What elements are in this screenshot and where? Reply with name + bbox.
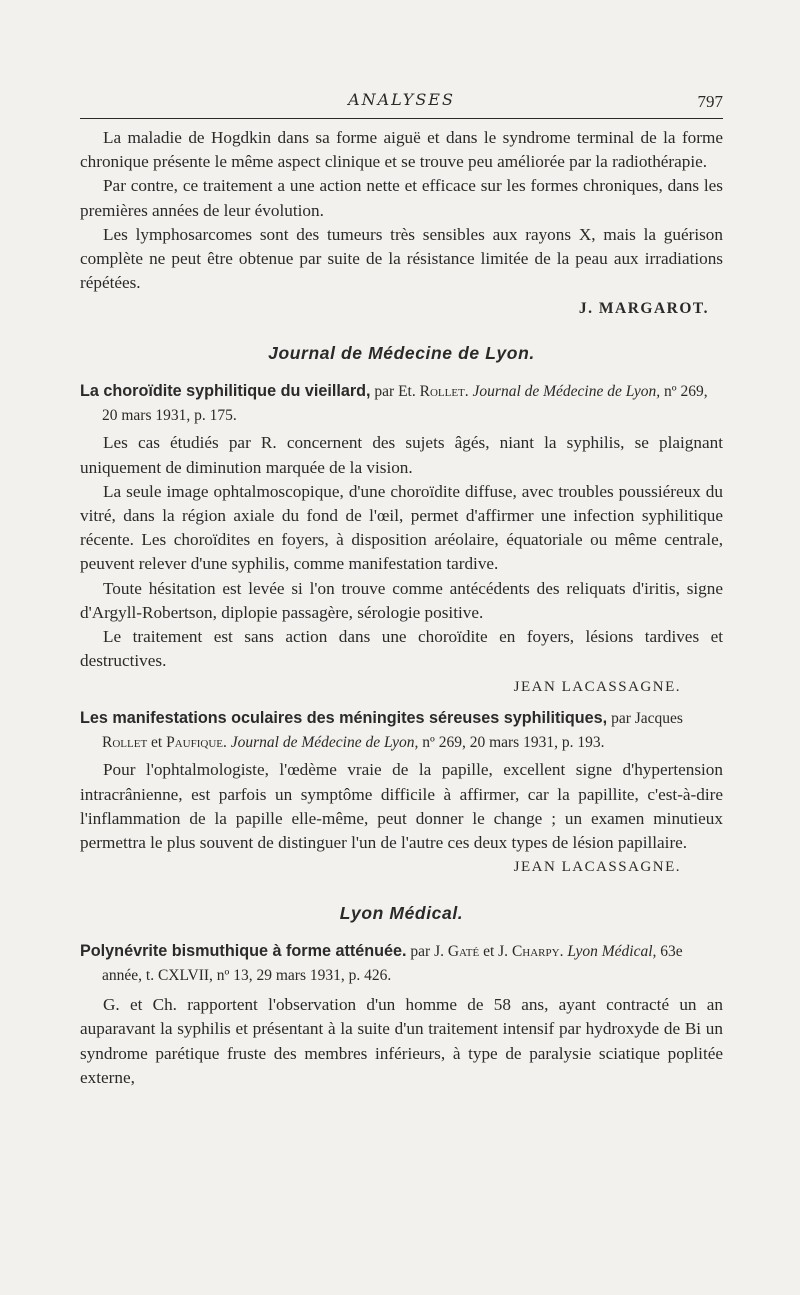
running-head [80, 88, 723, 116]
author-name: Charpy [511, 943, 560, 961]
page-number: 797 [697, 92, 723, 111]
paragraph: La seule image ophtalmoscopique, d'une choroïdite diffuse, avec troubles poussiéreux du vitré, dans la région axiale du fond de l'œil, permet d'affirmer une infection syphilitique récente. Les choroïdites en foyers, à disposition aréolaire, équatoriale ou même centrale, peuvent relever d'une syphilis, comme manifestation tardive. [80, 481, 723, 574]
journal-name: Lyon Médical, [567, 943, 657, 961]
author-signature: JEAN LACASSAGNE. [513, 859, 681, 876]
paragraph: Par contre, ce traitement a une action nette et efficace sur les formes chroniques, dans les premières années de leur évolution. [80, 176, 723, 220]
article-heading: La choroïdite syphilitique du vieillard, par Et. Rollet. Journal de Médecine de Lyon, nº 269, 20 mars 1931, p. 175. [80, 382, 708, 424]
paragraph: G. et Ch. rapportent l'observation d'un homme de 58 ans, ayant contracté un an auparavant la syphilis et présentant à la suite d'un traitement intensif par hydroxyde de Bi un syndrome parétique fruste des membres inférieurs, à type de paralysie sciatique poplitée externe, [80, 995, 723, 1087]
author-name: Gaté [447, 943, 480, 961]
paragraph: Les lymphosarcomes sont des tumeurs très sensibles aux rayons X, mais la guérison complète ne peut être obtenue par suite de la résistance limitée de la peau aux irradiations répétées. [80, 224, 723, 293]
paragraph: Le traitement est sans action dans une choroïdite en foyers, lésions tardives et destructives. [80, 627, 723, 671]
page-body [80, 126, 723, 1090]
paragraph: Les cas étudiés par R. concernent des sujets âgés, niant la syphilis, se plaignant uniquement de diminution marquée de la vision. [80, 433, 723, 477]
header-rule [80, 118, 723, 119]
journal-name: Journal de Médecine de Lyon, [472, 383, 661, 401]
running-title: ANALYSES [348, 90, 455, 109]
article-title: Les manifestations oculaires des méningites séreuses syphilitiques, [80, 709, 608, 728]
paragraph: Pour l'ophtalmologiste, l'œdème vraie de la papille, excellent signe d'hypertension intracrânienne, est parfois un symptôme difficile à affirmer, car la papillite, c'est-à-dire l'inflammation de la papille elle-même, peut donner le change ; un examen minutieux permettra le plus souvent de distinguer l'un de l'autre ces deux types de lésion papillaire. [80, 760, 723, 853]
article-title: La choroïdite syphilitique du vieillard, [80, 382, 371, 401]
paragraph: La maladie de Hogdkin dans sa forme aiguë et dans le syndrome terminal de la forme chronique présente le même aspect clinique et se trouve peu améliorée par la radiothérapie. [80, 128, 723, 172]
author-name: Paufique [166, 733, 224, 751]
author-name: Rollet [419, 383, 465, 401]
journal-heading: Lyon Médical. [339, 903, 464, 924]
author-signature: JEAN LACASSAGNE. [513, 679, 681, 696]
article-heading: Les manifestations oculaires des méningites séreuses syphilitiques, par Jacques Rollet et Paufique. Journal de Médecine de Lyon, nº 269, 20 mars 1931, p. 193. [80, 709, 683, 751]
article-title: Polynévrite bismuthique à forme atténuée. [80, 942, 407, 961]
journal-heading: Journal de Médecine de Lyon. [268, 343, 535, 364]
author-name: Rollet [102, 733, 148, 751]
paragraph: Toute hésitation est levée si l'on trouve comme antécédents des reliquats d'iritis, signe d'Argyll-Robertson, diplopie passagère, sérologie positive. [80, 578, 723, 622]
author-signature: J. MARGAROT. [578, 300, 709, 318]
journal-name: Journal de Médecine de Lyon, [230, 733, 419, 751]
article-heading: Polynévrite bismuthique à forme atténuée. par J. Gaté et J. Charpy. Lyon Médical, 63e année, t. CXLVII, nº 13, 29 mars 1931, p. 426. [80, 942, 683, 984]
